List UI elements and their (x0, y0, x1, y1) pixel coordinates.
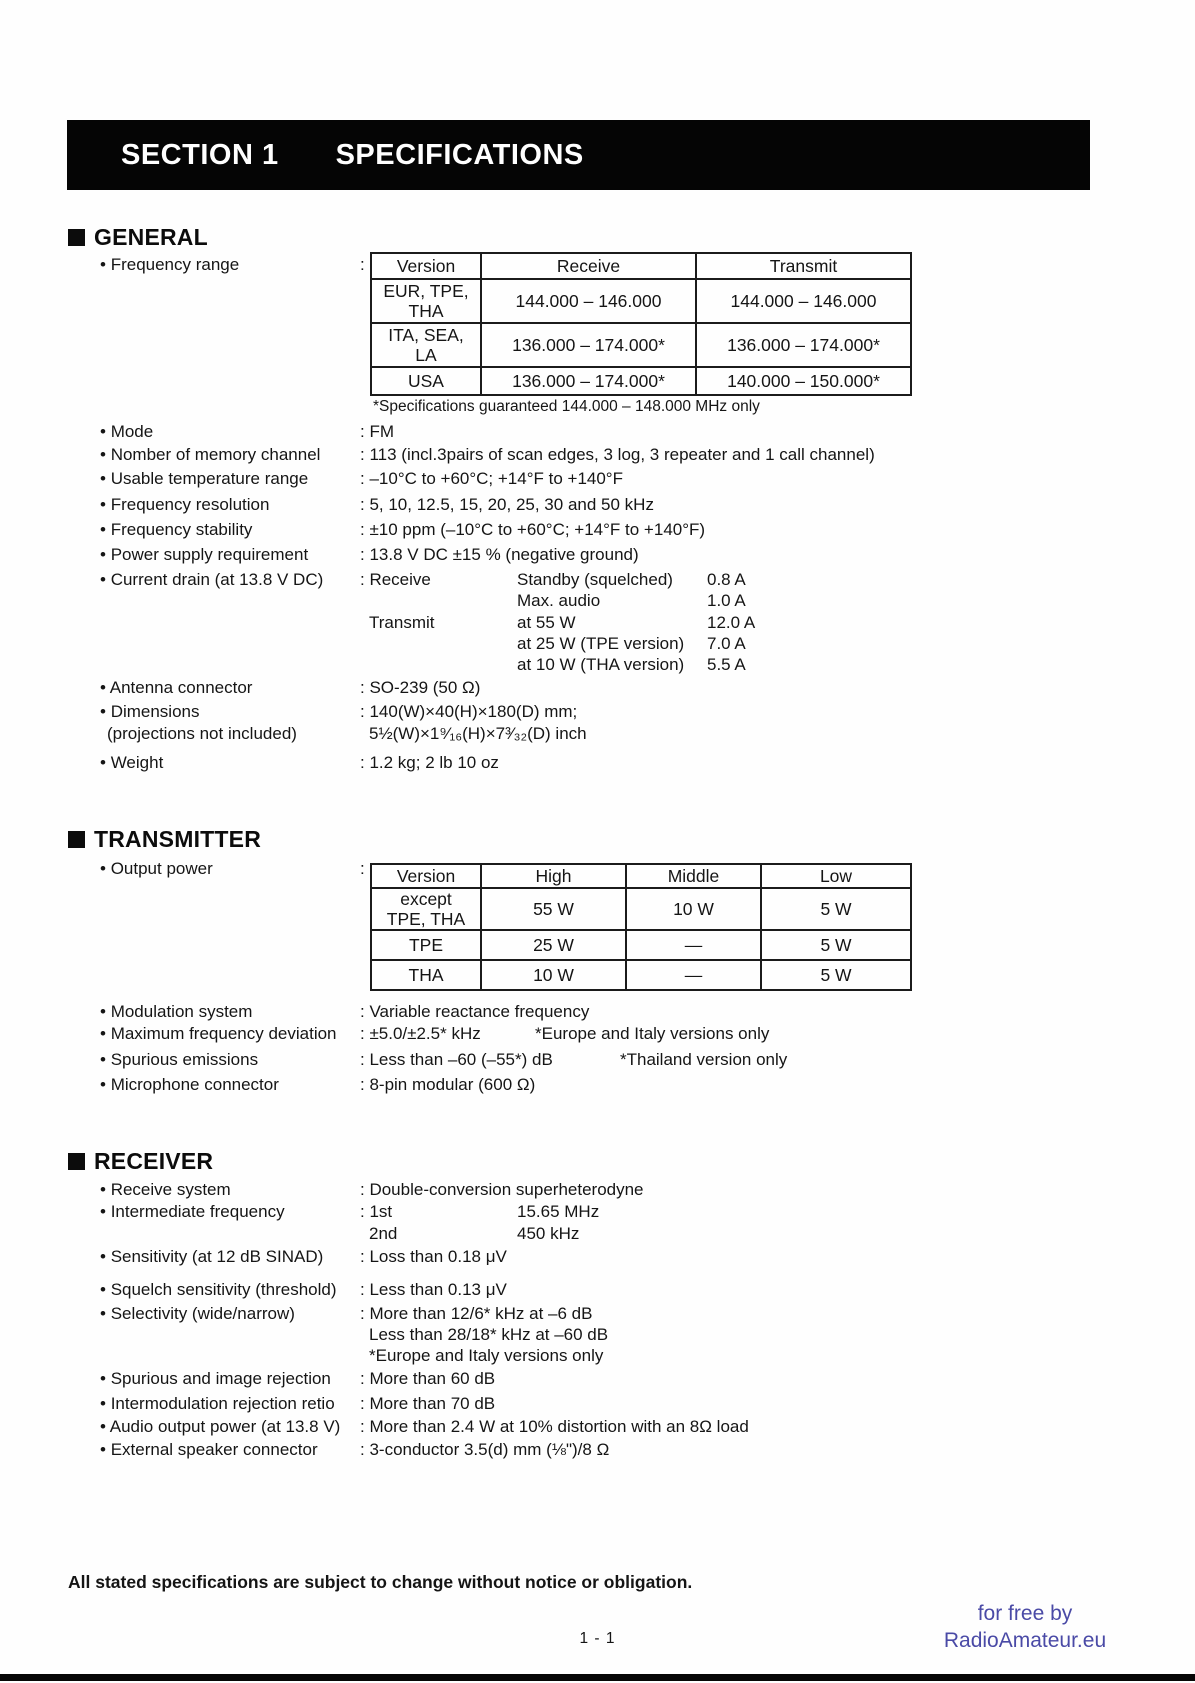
section-heading-label: RECEIVER (94, 1148, 214, 1174)
cell-receive: 136.000 – 174.000* (481, 367, 696, 395)
col-header-receive: Receive (481, 253, 696, 279)
table-row (371, 888, 911, 930)
spec-row-spurious-emissions (100, 1049, 788, 1070)
bottom-rule-bar (0, 1674, 1195, 1681)
spec-label: • Usable temperature range (100, 468, 360, 489)
spec-row-output-power (100, 858, 369, 879)
spec-label: • External speaker connector (100, 1439, 360, 1460)
spec-row-sensitivity (100, 1246, 507, 1267)
drain-amps: 1.0 A (707, 591, 746, 610)
cell-transmit: 140.000 – 150.000* (696, 367, 911, 395)
spec-label: • Spurious emissions (100, 1049, 360, 1070)
drain-condition: Max. audio (517, 591, 601, 610)
spec-row-intermediate-frequency (100, 1201, 599, 1222)
spec-row-frequency-range (100, 254, 369, 275)
drain-condition: Standby (squelched) (517, 570, 673, 589)
spec-row-current-drain (100, 569, 746, 590)
spec-value: : ±10 ppm (–10°C to +60°C; +14°F to +140°F) (360, 519, 705, 540)
spec-label: • Audio output power (at 13.8 V) (100, 1416, 360, 1437)
page-title: SPECIFICATIONS (335, 138, 584, 171)
spec-label: • Mode (100, 421, 360, 442)
section-square-icon (68, 831, 85, 848)
col-header-transmit: Transmit (696, 253, 911, 279)
cell-transmit: 136.000 – 174.000* (696, 323, 911, 367)
spec-value: : 13.8 V DC ±15 % (negative ground) (360, 544, 639, 565)
spec-row-intermodulation (100, 1393, 495, 1414)
table-row (371, 367, 911, 395)
drain-amps: 5.5 A (707, 655, 746, 674)
spec-label: • Sensitivity (at 12 dB SINAD) (100, 1246, 360, 1267)
cell-low: 5 W (761, 960, 911, 990)
spec-row-current-drain (100, 612, 755, 633)
spec-label: • Nomber of memory channel (100, 444, 360, 465)
spec-row-memory-channel (100, 444, 875, 465)
spec-value: : More than 2.4 W at 10% distortion with an 8Ω load (360, 1416, 749, 1437)
spec-row-mode (100, 421, 394, 442)
spec-row-antenna (100, 677, 480, 698)
spec-row-temperature-range (100, 468, 623, 489)
cell-receive: 144.000 – 146.000 (481, 279, 696, 323)
col-header-high: High (481, 864, 626, 888)
section-square-icon (68, 1153, 85, 1170)
spec-value: : More than 12/6* kHz at –6 dB Less than 28/18* kHz at –60 dB *Europe and Italy versions only (360, 1303, 608, 1366)
frequency-range-table (370, 252, 912, 396)
spec-value: : More than 70 dB (360, 1393, 495, 1414)
spec-value: : SO-239 (50 Ω) (360, 677, 480, 698)
watermark-line: RadioAmateur.eu (943, 1629, 1107, 1652)
spec-label: • Intermodulation rejection retio (100, 1393, 360, 1414)
spec-row-squelch (100, 1279, 507, 1300)
drain-amps: 0.8 A (707, 570, 746, 589)
cell-version: USA (371, 367, 481, 395)
spec-row-dimensions (100, 701, 587, 745)
section-heading-transmitter (68, 826, 261, 853)
table-header-row (371, 253, 911, 279)
spec-row-frequency-stability (100, 519, 705, 540)
spec-label: • Maximum frequency deviation (100, 1023, 360, 1044)
section-heading-receiver (68, 1148, 213, 1175)
spec-label: • Receive system (100, 1179, 360, 1200)
cell-transmit: 144.000 – 146.000 (696, 279, 911, 323)
spec-label: • Weight (100, 752, 360, 773)
spec-label: • Selectivity (wide/narrow) (100, 1303, 360, 1324)
spec-label: • Spurious and image rejection (100, 1368, 360, 1389)
spec-row-modulation (100, 1001, 589, 1022)
col-header-low: Low (761, 864, 911, 888)
spec-footnote: *Thailand version only (620, 1050, 788, 1069)
drain-condition: at 10 W (THA version) (517, 655, 685, 674)
cell-version: ITA, SEA, LA (371, 323, 481, 367)
spec-label: • Microphone connector (100, 1074, 360, 1095)
spec-colon (360, 858, 369, 879)
spec-label: • Modulation system (100, 1001, 360, 1022)
cell-version: EUR, TPE, THA (371, 279, 481, 323)
if-stage: : 1st (360, 1201, 517, 1222)
cell-receive: 136.000 – 174.000* (481, 323, 696, 367)
spec-label: • Frequency stability (100, 519, 360, 540)
col-header-middle: Middle (626, 864, 761, 888)
cell-high: 55 W (481, 888, 626, 930)
spec-row-intermediate-frequency (100, 1223, 579, 1244)
col-header-version: Version (371, 864, 481, 888)
spec-label: • Frequency range (100, 254, 360, 275)
drain-amps: 7.0 A (707, 634, 746, 653)
drain-condition: at 55 W (517, 613, 576, 632)
cell-high: 10 W (481, 960, 626, 990)
if-value: 15.65 MHz (517, 1202, 600, 1221)
cell-version: TPE (371, 930, 481, 960)
spec-label: • Intermediate frequency (100, 1201, 360, 1222)
spec-value: : 1.2 kg; 2 lb 10 oz (360, 752, 499, 773)
spec-value: : 8-pin modular (600 Ω) (360, 1074, 535, 1095)
drain-condition: at 25 W (TPE version) (517, 634, 685, 653)
table-row (371, 960, 911, 990)
spec-value: : 3-conductor 3.5(d) mm (⅛")/8 Ω (360, 1439, 609, 1460)
page-number: 1 - 1 (579, 1630, 616, 1647)
spec-label: • Antenna connector (100, 677, 360, 698)
spec-value: : ±5.0/±2.5* kHz (360, 1023, 481, 1044)
spec-value: : Loss than 0.18 μV (360, 1246, 507, 1267)
spec-label: • Squelch sensitivity (threshold) (100, 1279, 360, 1300)
col-header-version: Version (371, 253, 481, 279)
cell-middle: 10 W (626, 888, 761, 930)
cell-version: except TPE, THA (371, 888, 481, 930)
table-header-row (371, 864, 911, 888)
spec-value: : Less than 0.13 μV (360, 1279, 507, 1300)
cell-middle: — (626, 960, 761, 990)
spec-value: : 113 (incl.3pairs of scan edges, 3 log, 3 repeater and 1 call channel) (360, 444, 875, 465)
spec-row-current-drain (100, 633, 746, 654)
spec-label: • Power supply requirement (100, 544, 360, 565)
spec-row-current-drain (100, 590, 746, 611)
table-row (371, 279, 911, 323)
table-row (371, 323, 911, 367)
watermark-line: for free by (977, 1602, 1073, 1625)
if-value: 450 kHz (517, 1224, 580, 1243)
spec-value: : Variable reactance frequency (360, 1001, 589, 1022)
cell-low: 5 W (761, 930, 911, 960)
output-power-table (370, 863, 912, 991)
spec-value: : 140(W)×40(H)×180(D) mm; 5½(W)×1⁹⁄₁₆(H)×7³⁄₃₂(D) inch (360, 701, 587, 745)
spec-row-current-drain (100, 654, 746, 675)
spec-row-receive-system (100, 1179, 644, 1200)
spec-label: • Current drain (at 13.8 V DC) (100, 569, 360, 590)
spec-row-frequency-resolution (100, 494, 654, 515)
section-heading-label: GENERAL (94, 224, 208, 250)
cell-middle: — (626, 930, 761, 960)
drain-amps: 12.0 A (707, 613, 756, 632)
spec-footnote: *Europe and Italy versions only (535, 1024, 770, 1043)
cell-version: THA (371, 960, 481, 990)
table-row (371, 930, 911, 960)
drain-mode: Transmit (369, 613, 435, 632)
spec-row-audio-output (100, 1416, 749, 1437)
spec-value: : Double-conversion superheterodyne (360, 1179, 644, 1200)
drain-mode: : Receive (360, 569, 517, 590)
cell-low: 5 W (761, 888, 911, 930)
section-heading-general (68, 224, 208, 251)
spec-row-image-rejection (100, 1368, 495, 1389)
spec-row-microphone (100, 1074, 535, 1095)
section-header-bar (67, 120, 1090, 190)
spec-value: : Less than –60 (–55*) dB (360, 1049, 553, 1070)
section-number: SECTION 1 (121, 138, 279, 171)
spec-value: : FM (360, 421, 394, 442)
spec-row-external-speaker (100, 1439, 609, 1460)
spec-label: • Output power (100, 858, 360, 879)
if-stage: 2nd (369, 1224, 398, 1243)
frequency-table-footnote: *Specifications guaranteed 144.000 – 148.000 MHz only (373, 398, 760, 415)
section-heading-label: TRANSMITTER (94, 826, 262, 852)
cell-high: 25 W (481, 930, 626, 960)
spec-colon (360, 254, 369, 275)
spec-value: : –10°C to +60°C; +14°F to +140°F (360, 468, 623, 489)
spec-label: • Frequency resolution (100, 494, 360, 515)
spec-value: : More than 60 dB (360, 1368, 495, 1389)
spec-label: • Dimensions (projections not included) (100, 701, 360, 745)
spec-row-selectivity (100, 1303, 608, 1366)
spec-value: : 5, 10, 12.5, 15, 20, 25, 30 and 50 kHz (360, 494, 654, 515)
section-square-icon (68, 229, 85, 246)
spec-row-power-supply (100, 544, 639, 565)
spec-row-weight (100, 752, 499, 773)
spec-row-max-deviation (100, 1023, 770, 1044)
disclaimer-text: All stated specifications are subject to change without notice or obligation. (68, 1572, 693, 1592)
